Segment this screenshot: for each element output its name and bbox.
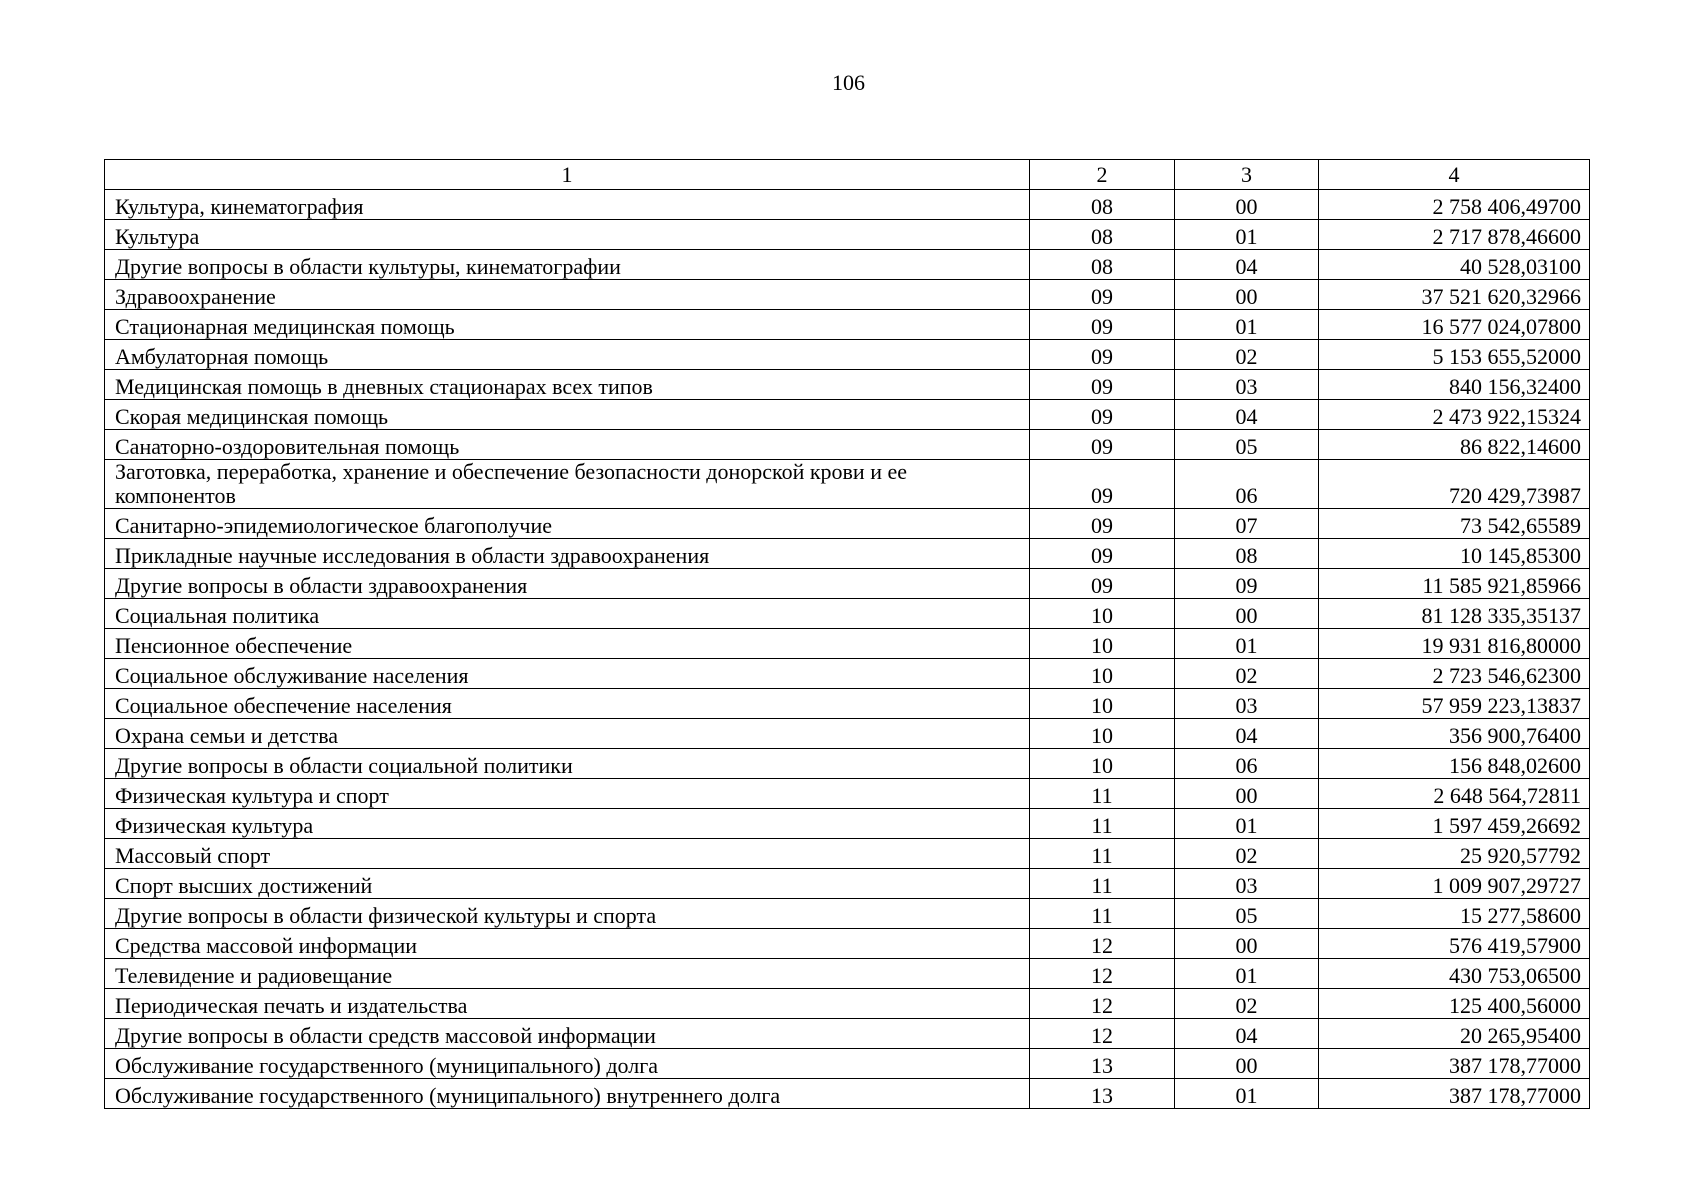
budget-table xyxy=(104,159,1590,1109)
row-section-code: 09 xyxy=(1030,400,1175,430)
row-section-code: 09 xyxy=(1030,539,1175,569)
row-amount: 1 597 459,26692 xyxy=(1319,809,1590,839)
row-name: Другие вопросы в области средств массовой информации xyxy=(105,1019,1030,1049)
table-row xyxy=(105,749,1590,779)
row-amount: 430 753,06500 xyxy=(1319,959,1590,989)
row-amount: 387 178,77000 xyxy=(1319,1049,1590,1079)
row-section-code: 10 xyxy=(1030,689,1175,719)
table-row xyxy=(105,719,1590,749)
row-amount: 10 145,85300 xyxy=(1319,539,1590,569)
table-row xyxy=(105,310,1590,340)
row-section-code: 09 xyxy=(1030,310,1175,340)
row-name: Скорая медицинская помощь xyxy=(105,400,1030,430)
row-amount: 2 648 564,72811 xyxy=(1319,779,1590,809)
row-section-code: 10 xyxy=(1030,749,1175,779)
row-subsection-code: 06 xyxy=(1175,460,1319,509)
table-row xyxy=(105,370,1590,400)
row-subsection-code: 06 xyxy=(1175,749,1319,779)
table-row xyxy=(105,629,1590,659)
row-section-code: 11 xyxy=(1030,899,1175,929)
table-row xyxy=(105,809,1590,839)
header-row xyxy=(105,160,1590,190)
row-subsection-code: 01 xyxy=(1175,959,1319,989)
row-section-code: 09 xyxy=(1030,460,1175,509)
row-name: Заготовка, переработка, хранение и обеспечение безопасности донорской крови и ее компонентов xyxy=(105,460,1030,509)
table-row xyxy=(105,220,1590,250)
row-subsection-code: 05 xyxy=(1175,430,1319,460)
table-row xyxy=(105,1049,1590,1079)
row-section-code: 11 xyxy=(1030,839,1175,869)
row-amount: 1 009 907,29727 xyxy=(1319,869,1590,899)
row-subsection-code: 04 xyxy=(1175,250,1319,280)
table-row xyxy=(105,340,1590,370)
table-row xyxy=(105,659,1590,689)
row-section-code: 12 xyxy=(1030,959,1175,989)
row-amount: 15 277,58600 xyxy=(1319,899,1590,929)
row-subsection-code: 01 xyxy=(1175,310,1319,340)
row-name: Средства массовой информации xyxy=(105,929,1030,959)
row-name: Здравоохранение xyxy=(105,280,1030,310)
table-row xyxy=(105,869,1590,899)
row-amount: 156 848,02600 xyxy=(1319,749,1590,779)
row-section-code: 10 xyxy=(1030,599,1175,629)
row-amount: 57 959 223,13837 xyxy=(1319,689,1590,719)
table-row xyxy=(105,839,1590,869)
table-row xyxy=(105,190,1590,220)
row-amount: 86 822,14600 xyxy=(1319,430,1590,460)
row-name: Охрана семьи и детства xyxy=(105,719,1030,749)
table-row xyxy=(105,779,1590,809)
row-section-code: 12 xyxy=(1030,989,1175,1019)
row-name: Социальная политика xyxy=(105,599,1030,629)
row-section-code: 11 xyxy=(1030,779,1175,809)
row-amount: 356 900,76400 xyxy=(1319,719,1590,749)
row-amount: 2 758 406,49700 xyxy=(1319,190,1590,220)
table-row xyxy=(105,959,1590,989)
row-subsection-code: 02 xyxy=(1175,839,1319,869)
column-header-3: 3 xyxy=(1175,160,1319,190)
row-subsection-code: 01 xyxy=(1175,629,1319,659)
row-amount: 37 521 620,32966 xyxy=(1319,280,1590,310)
row-section-code: 09 xyxy=(1030,370,1175,400)
table-row xyxy=(105,539,1590,569)
table-row xyxy=(105,689,1590,719)
row-amount: 73 542,65589 xyxy=(1319,509,1590,539)
row-subsection-code: 03 xyxy=(1175,370,1319,400)
row-name: Обслуживание государственного (муниципального) долга xyxy=(105,1049,1030,1079)
table-row xyxy=(105,929,1590,959)
row-amount: 2 717 878,46600 xyxy=(1319,220,1590,250)
row-name: Спорт высших достижений xyxy=(105,869,1030,899)
row-section-code: 09 xyxy=(1030,280,1175,310)
row-amount: 25 920,57792 xyxy=(1319,839,1590,869)
row-amount: 20 265,95400 xyxy=(1319,1019,1590,1049)
row-amount: 19 931 816,80000 xyxy=(1319,629,1590,659)
row-section-code: 09 xyxy=(1030,340,1175,370)
row-name: Социальное обслуживание населения xyxy=(105,659,1030,689)
row-amount: 11 585 921,85966 xyxy=(1319,569,1590,599)
row-subsection-code: 01 xyxy=(1175,1079,1319,1109)
row-name: Обслуживание государственного (муниципального) внутреннего долга xyxy=(105,1079,1030,1109)
table-row xyxy=(105,899,1590,929)
row-section-code: 10 xyxy=(1030,659,1175,689)
row-subsection-code: 01 xyxy=(1175,809,1319,839)
row-name: Прикладные научные исследования в области здравоохранения xyxy=(105,539,1030,569)
row-subsection-code: 03 xyxy=(1175,869,1319,899)
row-amount: 387 178,77000 xyxy=(1319,1079,1590,1109)
row-subsection-code: 02 xyxy=(1175,989,1319,1019)
row-name: Другие вопросы в области здравоохранения xyxy=(105,569,1030,599)
row-subsection-code: 04 xyxy=(1175,1019,1319,1049)
row-name: Социальное обеспечение населения xyxy=(105,689,1030,719)
row-section-code: 08 xyxy=(1030,250,1175,280)
row-name: Физическая культура и спорт xyxy=(105,779,1030,809)
table-row xyxy=(105,400,1590,430)
row-amount: 16 577 024,07800 xyxy=(1319,310,1590,340)
row-name: Санаторно-оздоровительная помощь xyxy=(105,430,1030,460)
row-amount: 125 400,56000 xyxy=(1319,989,1590,1019)
row-subsection-code: 09 xyxy=(1175,569,1319,599)
row-subsection-code: 00 xyxy=(1175,929,1319,959)
row-subsection-code: 02 xyxy=(1175,340,1319,370)
table-row xyxy=(105,460,1590,509)
row-amount: 40 528,03100 xyxy=(1319,250,1590,280)
row-amount: 576 419,57900 xyxy=(1319,929,1590,959)
row-section-code: 09 xyxy=(1030,509,1175,539)
row-subsection-code: 00 xyxy=(1175,599,1319,629)
row-name: Культура xyxy=(105,220,1030,250)
row-subsection-code: 04 xyxy=(1175,719,1319,749)
table-row xyxy=(105,430,1590,460)
row-amount: 2 723 546,62300 xyxy=(1319,659,1590,689)
row-name: Другие вопросы в области культуры, кинематографии xyxy=(105,250,1030,280)
row-amount: 720 429,73987 xyxy=(1319,460,1590,509)
row-name: Периодическая печать и издательства xyxy=(105,989,1030,1019)
row-section-code: 08 xyxy=(1030,220,1175,250)
table-row xyxy=(105,1079,1590,1109)
row-section-code: 11 xyxy=(1030,869,1175,899)
row-subsection-code: 00 xyxy=(1175,190,1319,220)
row-section-code: 10 xyxy=(1030,719,1175,749)
row-subsection-code: 03 xyxy=(1175,689,1319,719)
row-amount: 5 153 655,52000 xyxy=(1319,340,1590,370)
row-section-code: 13 xyxy=(1030,1049,1175,1079)
row-subsection-code: 08 xyxy=(1175,539,1319,569)
row-section-code: 08 xyxy=(1030,190,1175,220)
row-name: Пенсионное обеспечение xyxy=(105,629,1030,659)
row-name: Культура, кинематография xyxy=(105,190,1030,220)
row-section-code: 12 xyxy=(1030,1019,1175,1049)
table-header xyxy=(105,160,1590,190)
row-subsection-code: 01 xyxy=(1175,220,1319,250)
row-section-code: 09 xyxy=(1030,569,1175,599)
page-number: 106 xyxy=(832,70,865,95)
column-header-4: 4 xyxy=(1319,160,1590,190)
table-row xyxy=(105,280,1590,310)
row-amount: 840 156,32400 xyxy=(1319,370,1590,400)
row-section-code: 11 xyxy=(1030,809,1175,839)
row-name: Физическая культура xyxy=(105,809,1030,839)
row-section-code: 13 xyxy=(1030,1079,1175,1109)
row-name: Санитарно-эпидемиологическое благополучие xyxy=(105,509,1030,539)
table-row xyxy=(105,250,1590,280)
table-row xyxy=(105,569,1590,599)
column-header-2: 2 xyxy=(1030,160,1175,190)
row-name: Массовый спорт xyxy=(105,839,1030,869)
row-name: Другие вопросы в области социальной политики xyxy=(105,749,1030,779)
row-name: Телевидение и радиовещание xyxy=(105,959,1030,989)
row-subsection-code: 07 xyxy=(1175,509,1319,539)
row-subsection-code: 00 xyxy=(1175,1049,1319,1079)
table-body xyxy=(105,190,1590,1109)
row-subsection-code: 02 xyxy=(1175,659,1319,689)
row-name: Амбулаторная помощь xyxy=(105,340,1030,370)
row-subsection-code: 04 xyxy=(1175,400,1319,430)
row-name: Медицинская помощь в дневных стационарах всех типов xyxy=(105,370,1030,400)
table-row xyxy=(105,599,1590,629)
row-amount: 81 128 335,35137 xyxy=(1319,599,1590,629)
row-name: Стационарная медицинская помощь xyxy=(105,310,1030,340)
row-section-code: 09 xyxy=(1030,430,1175,460)
row-name: Другие вопросы в области физической культуры и спорта xyxy=(105,899,1030,929)
table-row xyxy=(105,509,1590,539)
row-subsection-code: 00 xyxy=(1175,280,1319,310)
table-row xyxy=(105,1019,1590,1049)
row-section-code: 10 xyxy=(1030,629,1175,659)
row-section-code: 12 xyxy=(1030,929,1175,959)
row-amount: 2 473 922,15324 xyxy=(1319,400,1590,430)
row-subsection-code: 00 xyxy=(1175,779,1319,809)
column-header-1: 1 xyxy=(105,160,1030,190)
row-subsection-code: 05 xyxy=(1175,899,1319,929)
table-row xyxy=(105,989,1590,1019)
